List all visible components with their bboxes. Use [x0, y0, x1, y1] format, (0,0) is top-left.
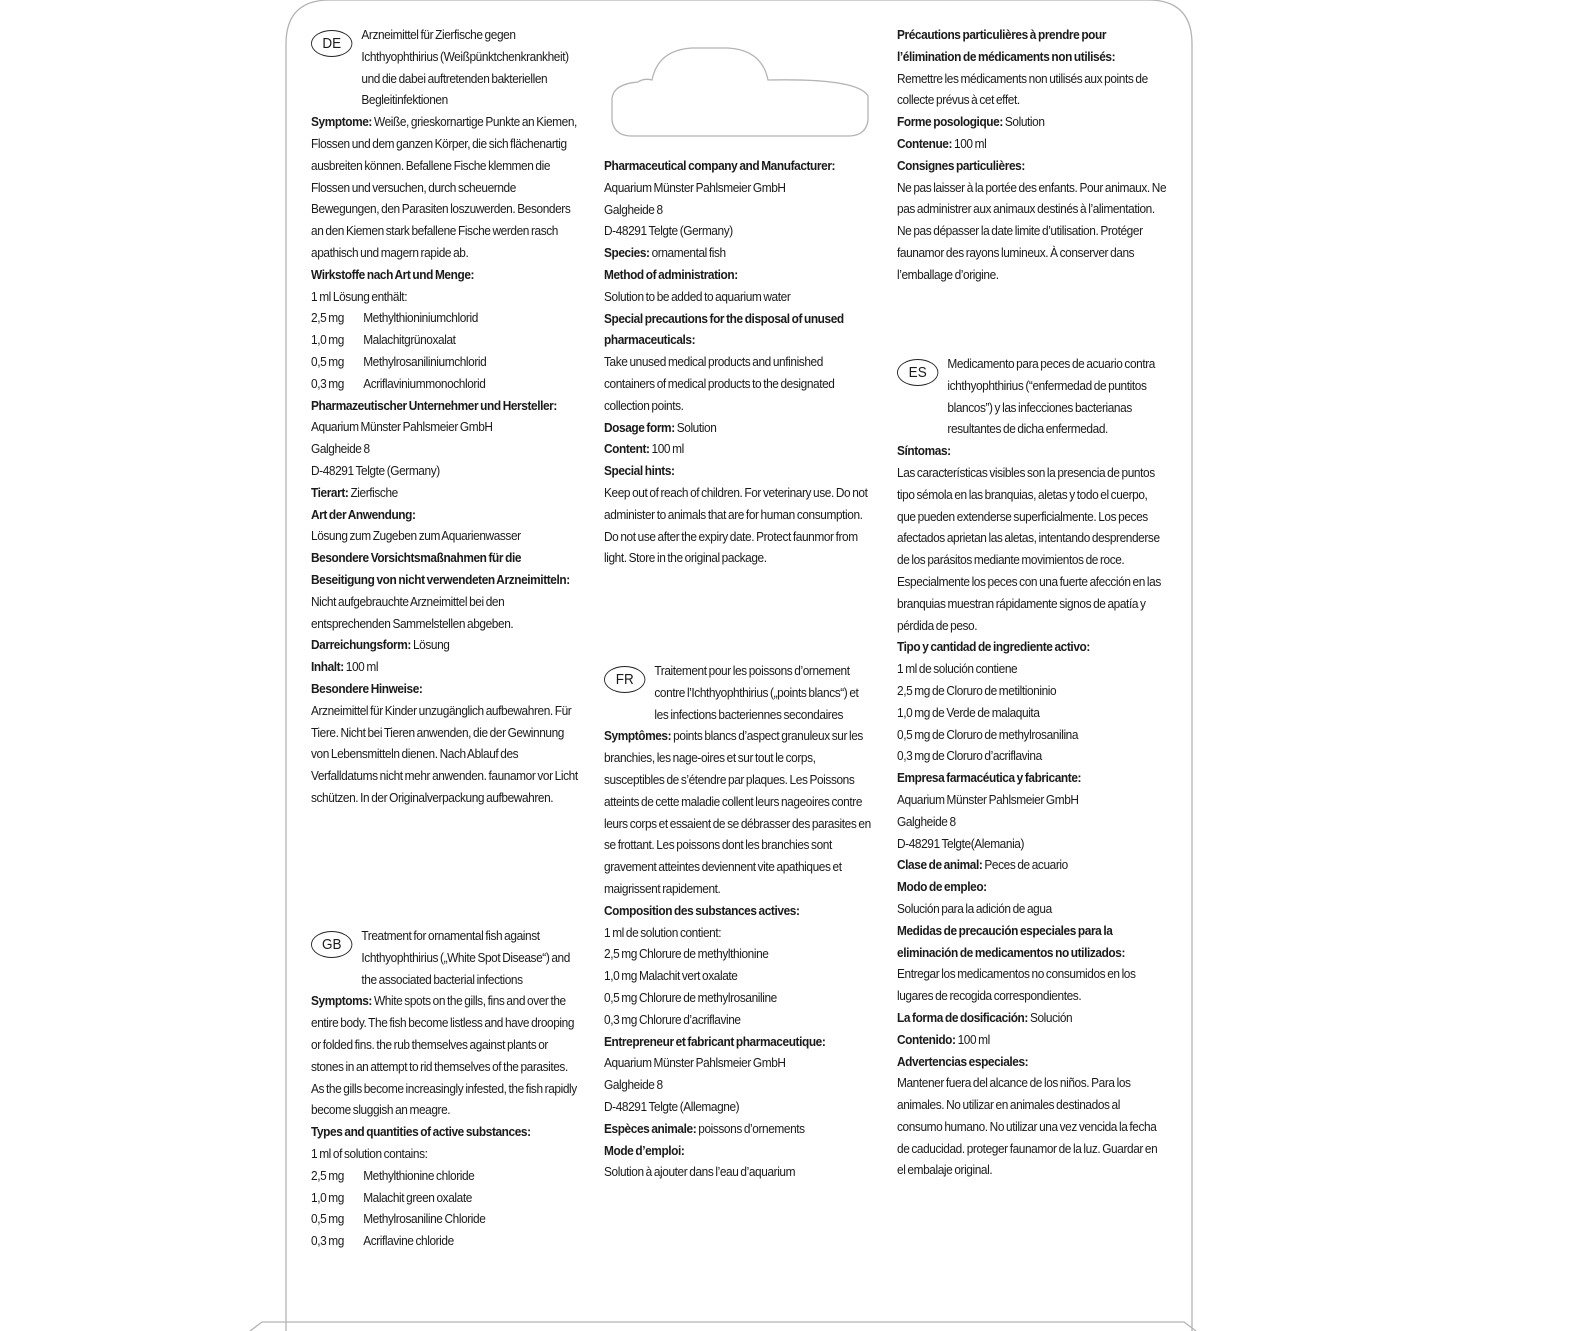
- de-application-text: Lösung zum Zugeben zum Aquarienwasser: [311, 528, 521, 544]
- de-hints-heading: Besondere Hinweise:: [311, 680, 423, 696]
- fr-species: Espèces animale: poissons d’ornements: [604, 1120, 805, 1136]
- de-ingredient: 2,5 mg Methylthioniniumchlorid: [311, 310, 478, 326]
- es-form: La forma de dosificación: Solución: [897, 1009, 1073, 1025]
- de-ingredient: 0,3 mg Acriflaviniummonochlorid: [311, 375, 486, 391]
- english-section-continued: [604, 155, 874, 569]
- fr-ingredient: 0,3 mg Chlorure d’acriflavine: [604, 1011, 741, 1027]
- es-intro: [897, 353, 1167, 440]
- gb-address-line: Aquarium Münster Pahlsmeier GmbH: [604, 179, 786, 195]
- gb-ingredient: 0,3 mg Acriflavine chloride: [311, 1233, 454, 1249]
- de-form: Darreichungsform: Lösung: [311, 637, 450, 653]
- de-disposal-heading: Besondere Vorsichtsmaßnahmen für die Beseitigung von nicht verwendeten Arzneimitteln:: [311, 550, 570, 587]
- de-active-heading: Wirkstoffe nach Art und Menge:: [311, 266, 475, 282]
- es-species: Clase de animal: Peces de acuario: [897, 857, 1068, 873]
- gb-hints-text: Keep out of reach of children. For veterinary use. Do not administer to animals that are for human consumption. Do not use after the expiry date. Protect faunmor from light. Store in the original package.: [604, 484, 868, 566]
- fr-disposal-text: Remettre les médicaments non utilisés aux points de collecte prévus à cet effet.: [897, 70, 1148, 108]
- fr-ingredient: 2,5 mg Chlorure de methylthionine: [604, 946, 769, 962]
- french-section-continued: [897, 24, 1167, 286]
- fr-active-heading: Composition des substances actives:: [604, 902, 800, 918]
- fr-intro-text: Traitement pour les poissons d’ornement contre l’Ichthyophthirius („points blancs“) et les infections bacteriennes secondaires: [654, 663, 859, 722]
- fr-ingredient: 1,0 mg Malachit vert oxalate: [604, 968, 738, 984]
- fr-address-line: D-48291 Telgte (Allemagne): [604, 1098, 740, 1114]
- fr-method-heading: Mode d’emploi:: [604, 1142, 685, 1158]
- gb-ingredient: 2,5 mg Methylthionine chloride: [311, 1167, 475, 1183]
- gb-method-text: Solution to be added to aquarium water: [604, 288, 791, 304]
- gb-disposal-heading: Special precautions for the disposal of unused pharmaceuticals:: [604, 310, 844, 348]
- es-active-heading: Tipo y cantidad de ingrediente activo:: [897, 639, 1090, 655]
- spanish-section: [897, 353, 1167, 1181]
- fr-intro: [604, 660, 874, 725]
- gb-active-heading: Types and quantities of active substances:: [311, 1124, 531, 1140]
- gb-form: Dosage form: Solution: [604, 419, 717, 435]
- es-active-intro: 1 ml de solución contiene: [897, 661, 1018, 677]
- gb-intro: [311, 925, 581, 990]
- gb-active-intro: 1 ml of solution contains:: [311, 1145, 428, 1161]
- fr-manufacturer-heading: Entrepreneur et fabricant pharmaceutique:: [604, 1033, 826, 1049]
- fr-address-line: Aquarium Münster Pahlsmeier GmbH: [604, 1055, 786, 1071]
- bottom-fold-line: [250, 1322, 1196, 1331]
- es-ingredient: 2,5 mg de Cloruro de metiltioninio: [897, 682, 1057, 698]
- gb-method-heading: Method of administration:: [604, 266, 738, 282]
- gb-content: Content: 100 ml: [604, 441, 684, 457]
- es-symptoms-heading: Síntomas:: [897, 443, 951, 459]
- gb-address-line: Galgheide 8: [604, 201, 663, 217]
- fr-active-intro: 1 ml de solution contient:: [604, 924, 722, 940]
- es-symptoms-text: Las características visibles son la presencia de puntos tipo sémola en las branquias, aletas y todo el cuerpo, que pueden extenderse superficialmente. Los peces afectados aprietan las aletas, intentando desprenderse de los parásitos mediante movimientos de roce. Especialmente los peces con una fuerte afección en las branquias muestran rápidamente signos de apatía y pérdida de peso.: [897, 464, 1161, 633]
- gb-hints-heading: Special hints:: [604, 463, 675, 479]
- es-manufacturer-heading: Empresa farmacéutica y fabricante:: [897, 770, 1082, 786]
- de-address-line: Aquarium Münster Pahlsmeier GmbH: [311, 419, 493, 435]
- es-disposal-heading: Medidas de precaución especiales para la eliminación de medicamentos no utilizados:: [897, 922, 1126, 960]
- de-application-heading: Art der Anwendung:: [311, 506, 416, 522]
- fr-content: Contenue: 100 ml: [897, 135, 987, 151]
- fr-symptoms: Symptômes: points blancs d’aspect granuleux sur les branchies, les nage-oires et sur tout le corps, susceptibles de s’étendre par plaques. Les Poissons atteints de cette maladie collent leurs nageoires contre leurs corps et essaient de se débrasser des parasites en se frottant. Les poissons dont les branchies sont gravement atteintes deviennent vite apathiques et maigrissent rapidement.: [604, 728, 871, 896]
- de-address-line: Galgheide 8: [311, 441, 370, 457]
- french-section: [604, 660, 874, 1183]
- de-language-badge: DE: [311, 30, 352, 57]
- gb-species: Species: ornamental fish: [604, 245, 726, 261]
- de-address-line: D-48291 Telgte (Germany): [311, 462, 440, 478]
- fr-address-line: Galgheide 8: [604, 1077, 663, 1093]
- fr-ingredient: 0,5 mg Chlorure de methylrosaniline: [604, 989, 777, 1005]
- de-intro: [311, 24, 581, 111]
- de-manufacturer-heading: Pharmazeutischer Unternehmer und Hersteller:: [311, 397, 557, 413]
- de-content: Inhalt: 100 ml: [311, 659, 379, 675]
- es-disposal-text: Entregar los medicamentos no consumidos en los lugares de recogida correspondientes.: [897, 966, 1136, 1004]
- es-language-badge: ES: [897, 359, 938, 386]
- fr-hints-heading: Consignes particulières:: [897, 157, 1025, 173]
- english-section: [311, 925, 581, 1252]
- es-address-line: Galgheide 8: [897, 813, 956, 829]
- es-content: Contenido: 100 ml: [897, 1031, 990, 1047]
- gb-intro-text: Treatment for ornamental fish against Ichthyophthirius („White Spot Disease“) and the associated bacterial infections: [361, 928, 570, 987]
- es-ingredient: 0,3 mg de Cloruro d’acriflavina: [897, 748, 1042, 764]
- es-ingredient: 1,0 mg de Verde de malaquita: [897, 704, 1040, 720]
- es-address-line: D-48291 Telgte(Alemania): [897, 835, 1025, 851]
- es-hints-text: Mantener fuera del alcance de los niños. Para los animales. No utilizar en animales destinados al consumo humano. No utilizar una vez vencida la fecha de caducidad. proteger faunamor de la luz. Guardar en el embalaje original.: [897, 1075, 1158, 1178]
- fr-language-badge: FR: [604, 666, 645, 693]
- es-method-heading: Modo de empleo:: [897, 879, 987, 895]
- german-section: [311, 24, 581, 809]
- gb-manufacturer-heading: Pharmaceutical company and Manufacturer:: [604, 158, 836, 173]
- de-symptoms: Symptome: Weiße, grieskornartige Punkte an Kiemen, Flossen und dem ganzen Körper, die sich flächenartig ausbreiten können. Befallene Fische klemmen die Flossen und versuchen, durch scheuernde Bewegungen, den Parasiten loszuwerden. Besonders an den Kiemen stark befallene Fische werden rasch apathisch und magern rapide ab.: [311, 114, 577, 260]
- de-disposal-text: Nicht aufgebrauchte Arzneimittel bei den entsprechenden Sammelstellen abgeben.: [311, 593, 514, 631]
- de-intro-text: Arzneimittel für Zierfische gegen Ichthyophthirius (Weißpünktchenkrankheit) und die dabei auftretenden bakteriellen Begleitinfektionen: [361, 27, 569, 108]
- gb-address-line: D-48291 Telgte (Germany): [604, 223, 733, 239]
- gb-language-badge: GB: [311, 931, 352, 958]
- de-active-intro: 1 ml Lösung enthält:: [311, 288, 408, 304]
- de-ingredient: 1,0 mg Malachitgrünoxalat: [311, 332, 456, 348]
- fr-method-text: Solution à ajouter dans l’eau d’aquarium: [604, 1164, 796, 1180]
- es-intro-text: Medicamento para peces de acuario contra ichthyophthirius (“enfermedad de puntitos blancos”) y las infecciones bacterianas resultantes de dicha enfermedad.: [947, 356, 1155, 437]
- es-method-text: Solución para la adición de agua: [897, 900, 1052, 916]
- gb-symptoms: Symptoms: White spots on the gills, fins and over the entire body. The fish become listless and have drooping or folded fins. the rub themselves against plants or stones in an attempt to rid themselves of the parasites. As the gills become increasingly infested, the fish rapidly become sluggish an meagre.: [311, 993, 577, 1118]
- gb-ingredient: 1,0 mg Malachit green oxalate: [311, 1189, 472, 1205]
- hang-hole: [612, 48, 868, 136]
- de-hints-text: Arzneimittel für Kinder unzugänglich aufbewahren. Für Tiere. Nicht bei Tieren anwenden, die der Gewinnung von Lebensmitteln dienen. Nach Ablauf des Verfalldatums nicht mehr anwenden. faunamor vor Licht schützen. In der Originalverpackung aufbewahren.: [311, 702, 578, 805]
- es-hints-heading: Advertencias especiales:: [897, 1053, 1029, 1069]
- de-ingredient: 0,5 mg Methylrosaniliniumchlorid: [311, 353, 487, 369]
- de-species: Tierart: Zierfische: [311, 484, 398, 500]
- gb-ingredient: 0,5 mg Methylrosaniline Chloride: [311, 1211, 486, 1227]
- fr-hints-text: Ne pas laisser à la portée des enfants. Pour animaux. Ne pas administrer aux animaux destinés à l’alimentation. Ne pas dépasser la date limite d’utilisation. Protéger faunamor des rayons lumineux. À conserver dans l’emballage d’origine.: [897, 179, 1167, 282]
- fr-form: Forme posologique: Solution: [897, 114, 1045, 130]
- gb-disposal-text: Take unused medical products and unfinished containers of medical products to the designated collection points.: [604, 354, 835, 413]
- es-address-line: Aquarium Münster Pahlsmeier GmbH: [897, 791, 1079, 807]
- fr-disposal-heading: Précautions particulières à prendre pour l’élimination de médicaments non utilisés:: [897, 27, 1116, 64]
- es-ingredient: 0,5 mg de Cloruro de methylrosanilina: [897, 726, 1079, 742]
